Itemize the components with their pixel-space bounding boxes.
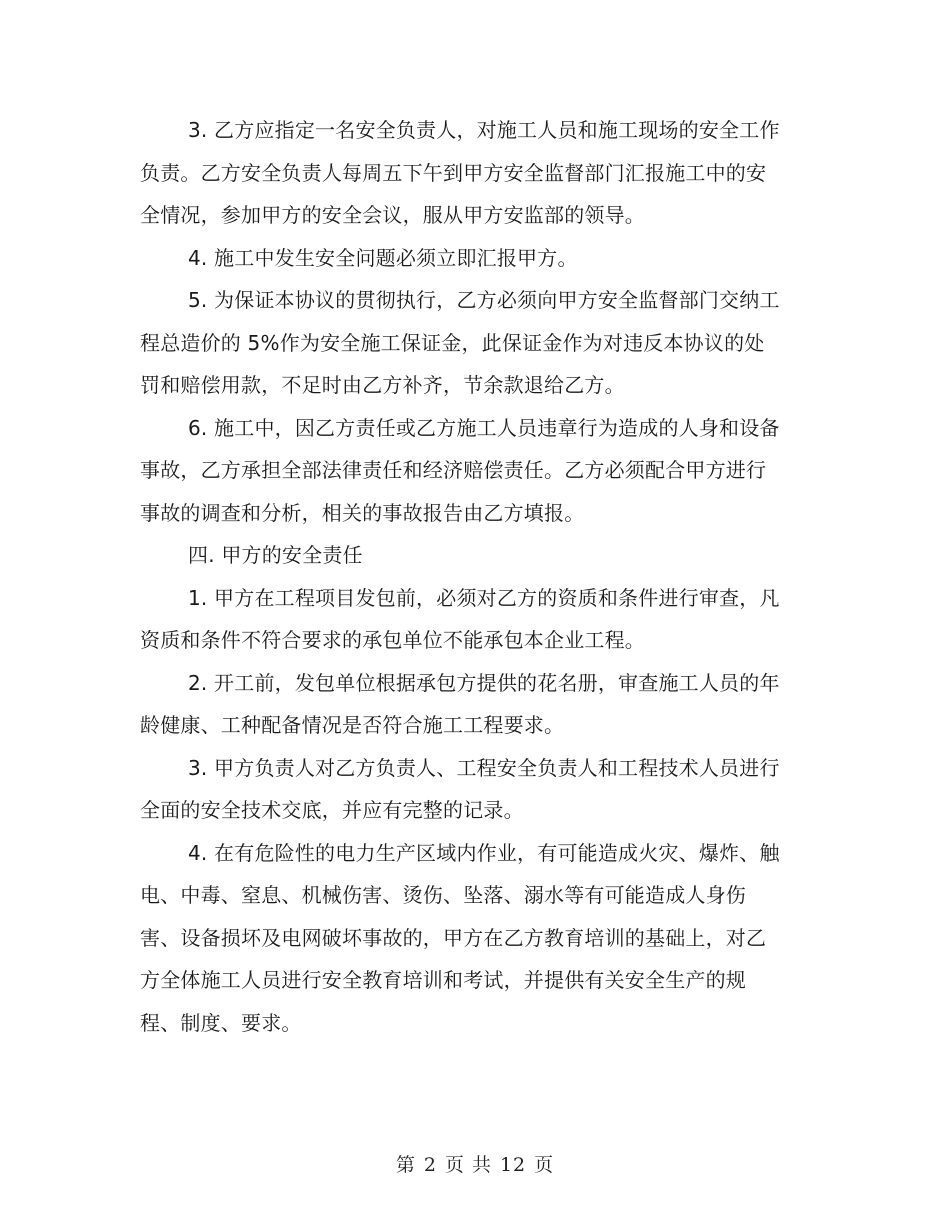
paragraph-safety-deposit: 5. 为保证本协议的贯彻执行，乙方必须向甲方安全监督部门交纳工程总造价的 5%作为安全施工保证金，此保证金作为对违反本协议的处罚和赔偿用款，不足时由乙方补齐，节余款退给乙方。 bbox=[140, 288, 780, 397]
paragraph-report-issues: 4. 施工中发生安全问题必须立即汇报甲方。 bbox=[188, 245, 578, 270]
footer-middle: 页 共 bbox=[444, 1154, 492, 1176]
paragraph-safety-officer: 3. 乙方应指定一名安全负责人，对施工人员和施工现场的安全工作负责。乙方安全负责人每周五下午到甲方安全监督部门汇报施工中的安全情况，参加甲方的安全会议，服从甲方安监部的领导。 bbox=[140, 118, 780, 227]
section-heading-party-a: 四. 甲方的安全责任 bbox=[188, 543, 363, 567]
footer-suffix: 页 bbox=[534, 1154, 555, 1176]
paragraph-hazard-training: 4. 在有危险性的电力生产区域内作业，有可能造成火灾、爆炸、触电、中毒、窒息、机械伤害、烫伤、坠落、溺水等有可能造成人身伤害、设备损坏及电网破坏事故的，甲方在乙方教育培训的基础上，对乙方全体施工人员进行安全教育培训和考试，并提供有关安全生产的规程、制度、要求。 bbox=[140, 840, 780, 1035]
paragraph-technical-briefing: 3. 甲方负责人对乙方负责人、工程安全负责人和工程技术人员进行全面的安全技术交底，并应有完整的记录。 bbox=[140, 755, 780, 822]
footer-current-page: 2 bbox=[423, 1154, 437, 1176]
paragraph-roster-review: 2. 开工前，发包单位根据承包方提供的花名册，审查施工人员的年龄健康、工种配备情况是否符合施工工程要求。 bbox=[140, 670, 780, 737]
paragraph-accident-liability: 6. 施工中，因乙方责任或乙方施工人员违章行为造成的人身和设备事故，乙方承担全部法律责任和经济赔偿责任。乙方必须配合甲方进行事故的调查和分析，相关的事故报告由乙方填报。 bbox=[140, 415, 780, 525]
paragraph-qualification-review: 1. 甲方在工程项目发包前，必须对乙方的资质和条件进行审查，凡资质和条件不符合要求的承包单位不能承包本企业工程。 bbox=[140, 585, 780, 652]
document-body bbox=[140, 109, 780, 1044]
page-footer bbox=[0, 1150, 950, 1177]
footer-prefix: 第 bbox=[395, 1154, 416, 1176]
footer-total-pages: 12 bbox=[499, 1154, 527, 1176]
